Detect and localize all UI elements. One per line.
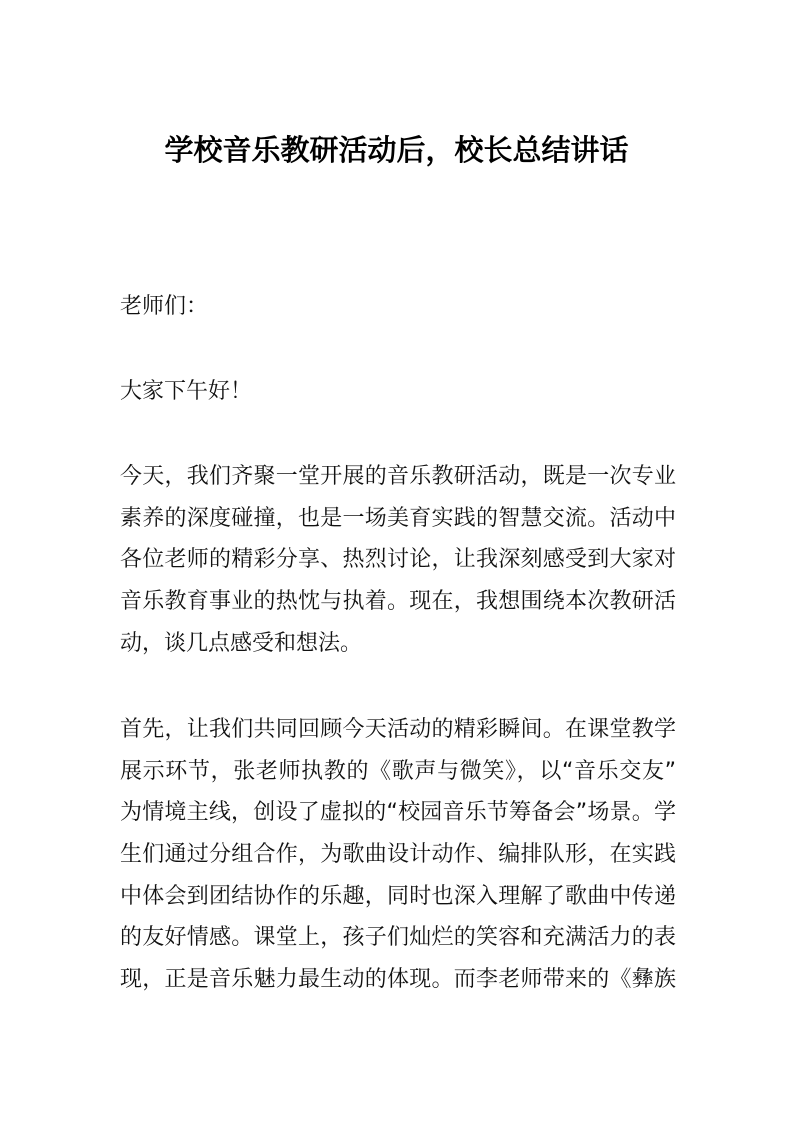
paragraph-line: 中体会到团结协作的乐趣，同时也深入理解了歌曲中传递 [120,883,676,909]
paragraph-line: 现，正是音乐魅力最生动的体现。而李老师带来的《彝族 [120,967,676,993]
greeting-text: 大家下午好！ [120,379,253,404]
document-title: 学校音乐教研活动后，校长总结讲话 [164,133,629,167]
greeting [120,371,676,413]
salutation-text: 老师们： [120,294,209,319]
paragraph-line: 素养的深度碰撞，也是一场美育实践的智慧交流。活动中 [120,505,676,531]
salutation [120,286,676,328]
paragraph-line: 展示环节，张老师执教的《歌声与微笑》，以“音乐交友” [120,758,676,784]
paragraph-line: 首先，让我们共同回顾今天活动的精彩瞬间。在课堂教学 [120,717,676,742]
paragraph-line: 动，谈几点感受和想法。 [120,630,363,656]
paragraph-2 [120,709,676,1001]
paragraph-1 [120,456,676,664]
paragraph-line: 今天，我们齐聚一堂开展的音乐教研活动，既是一次专业 [120,464,676,489]
paragraph-line: 音乐教育事业的热忱与执着。现在，我想围绕本次教研活 [120,589,676,615]
paragraph-line: 的友好情感。课堂上，孩子们灿烂的笑容和充满活力的表 [120,925,676,951]
paragraph-line: 为情境主线，创设了虚拟的“校园音乐节筹备会”场景。学 [120,800,676,826]
paragraph-line: 生们通过分组合作，为歌曲设计动作、编排队形，在实践 [120,842,676,868]
paragraph-line: 各位老师的精彩分享、热烈讨论，让我深刻感受到大家对 [120,547,676,573]
